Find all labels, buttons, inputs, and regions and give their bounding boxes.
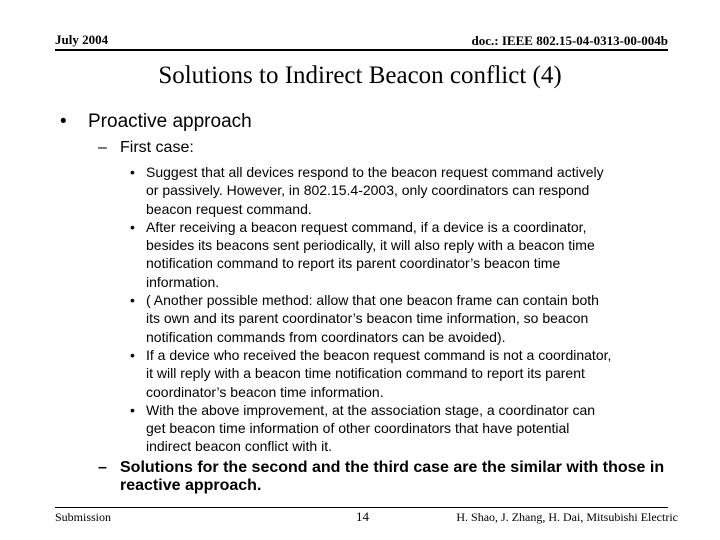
sub-item-line: its own and its parent coordinator’s beacon time information, so beacon xyxy=(146,310,589,327)
footer-page-number: 14 xyxy=(356,509,369,524)
sub-item-line: beacon request command. xyxy=(146,200,312,217)
sub-item-line: coordinator’s beacon time information. xyxy=(146,383,384,400)
sub-list-item xyxy=(130,291,690,346)
dash-bullet-icon: – xyxy=(98,139,107,156)
bullet-dot-icon: • xyxy=(130,292,135,309)
sub-item-line: get beacon time information of other coordinators that have potential xyxy=(146,420,570,437)
bullet-dot-icon: • xyxy=(130,401,135,418)
header-date: July 2004 xyxy=(55,32,109,47)
sub-item-line: notification commands from coordinators can be avoided). xyxy=(146,328,506,345)
sub-item-line: it will reply with a beacon time notification command to report its parent xyxy=(146,365,585,382)
second-case-line: reactive approach. xyxy=(120,477,262,494)
sub-item-line: Suggest that all devices respond to the beacon request command actively xyxy=(146,164,604,180)
first-case-label: First case: xyxy=(120,139,194,156)
bullet-dot-icon: • xyxy=(130,218,135,235)
footer-submission: Submission xyxy=(55,510,112,524)
header-rule xyxy=(55,49,668,51)
bullet-dot-icon: • xyxy=(60,111,67,132)
sub-list-item xyxy=(130,218,690,291)
sub-item-line: or passively. However, in 802.15.4-2003, only coordinators can respond xyxy=(146,182,590,199)
bullet-dot-icon: • xyxy=(130,164,135,180)
sub-list-item xyxy=(130,163,690,218)
second-case-text xyxy=(120,459,664,495)
dash-bullet-icon: – xyxy=(98,459,107,476)
header-doc-id: doc.: IEEE 802.15-04-0313-00-004b xyxy=(471,33,668,48)
sub-item-line: information. xyxy=(146,273,220,290)
first-case-sub-list xyxy=(130,163,690,456)
sub-item-line: ( Another possible method: allow that one beacon frame can contain both xyxy=(146,292,599,309)
sub-item-line: notification command to report its parent coordinator’s beacon time xyxy=(146,255,561,272)
sub-item-line: After receiving a beacon request command, if a device is a coordinator, xyxy=(146,218,587,235)
sub-item-line: indirect beacon conflict with it. xyxy=(146,438,332,455)
main-bullet-text: Proactive approach xyxy=(88,111,252,132)
footer-authors: H. Shao, J. Zhang, H. Dai, Mitsubishi Electric xyxy=(456,510,678,524)
sub-list-item xyxy=(130,346,690,401)
sub-item-line: besides its beacons sent periodically, it will also reply with a beacon time xyxy=(146,237,595,254)
sub-list-item xyxy=(130,401,690,456)
bullet-dot-icon: • xyxy=(130,346,135,363)
second-case-line: Solutions for the second and the third case are the similar with those in xyxy=(120,459,665,476)
sub-item-line: If a device who received the beacon request command is not a coordinator, xyxy=(146,346,612,363)
slide-title: Solutions to Indirect Beacon conflict (4) xyxy=(158,62,562,89)
footer-rule xyxy=(55,507,668,508)
sub-item-line: With the above improvement, at the association stage, a coordinator can xyxy=(146,401,596,418)
